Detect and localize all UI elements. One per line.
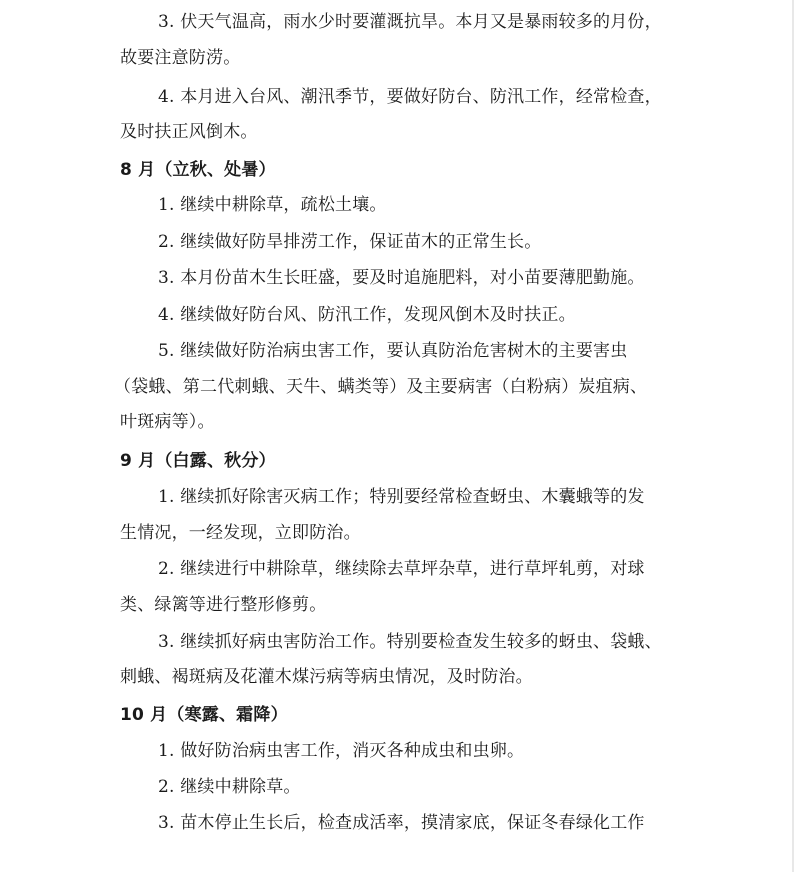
paragraph-line: （袋蛾、第二代刺蛾、天牛、螨类等）及主要病害（白粉病）炭疽病、 (114, 377, 648, 397)
paragraph-line: 2. 继续进行中耕除草，继续除去草坪杂草，进行草坪轧剪，对球 (158, 559, 645, 579)
paragraph-line: 1. 做好防治病虫害工作，消灭各种成虫和虫卵。 (158, 741, 525, 761)
paragraph-line: 及时扶正风倒木。 (120, 122, 258, 142)
paragraph-line: 2. 继续中耕除草。 (158, 777, 301, 797)
section-heading-october: 10 月（寒露、霜降） (120, 705, 288, 725)
paragraph-line: 3. 伏天气温高，雨水少时要灌溉抗旱。本月又是暴雨较多的月份， (158, 12, 662, 32)
section-heading-september: 9 月（白露、秋分） (120, 451, 276, 471)
paragraph-line: 2. 继续做好防旱排涝工作，保证苗木的正常生长。 (158, 232, 542, 252)
paragraph-line: 4. 本月进入台风、潮汛季节，要做好防台、防汛工作，经常检查， (158, 87, 662, 107)
paragraph-line: 3. 苗木停止生长后，检查成活率，摸清家底，保证冬春绿化工作 (158, 813, 645, 833)
paragraph-line: 刺蛾、褐斑病及花灌木煤污病等病虫情况，及时防治。 (120, 667, 533, 687)
section-heading-august: 8 月（立秋、处暑） (120, 160, 276, 180)
paragraph-line: 叶斑病等）。 (120, 412, 215, 432)
paragraph-line: 4. 继续做好防台风、防汛工作，发现风倒木及时扶正。 (158, 305, 576, 325)
paragraph-line: 5. 继续做好防治病虫害工作，要认真防治危害树木的主要害虫 (158, 341, 628, 361)
paragraph-line: 3. 继续抓好病虫害防治工作。特别要检查发生较多的蚜虫、袋蛾、 (158, 632, 662, 652)
paragraph-line: 1. 继续抓好除害灭病工作；特别要经常检查蚜虫、木囊蛾等的发 (158, 487, 645, 507)
paragraph-line: 类、绿篱等进行整形修剪。 (120, 595, 327, 615)
paragraph-line: 故要注意防涝。 (120, 48, 241, 68)
paragraph-line: 1. 继续中耕除草，疏松土壤。 (158, 195, 387, 215)
paragraph-line: 3. 本月份苗木生长旺盛，要及时追施肥料，对小苗要薄肥勤施。 (158, 268, 645, 288)
paragraph-line: 生情况，一经发现，立即防治。 (120, 523, 361, 543)
